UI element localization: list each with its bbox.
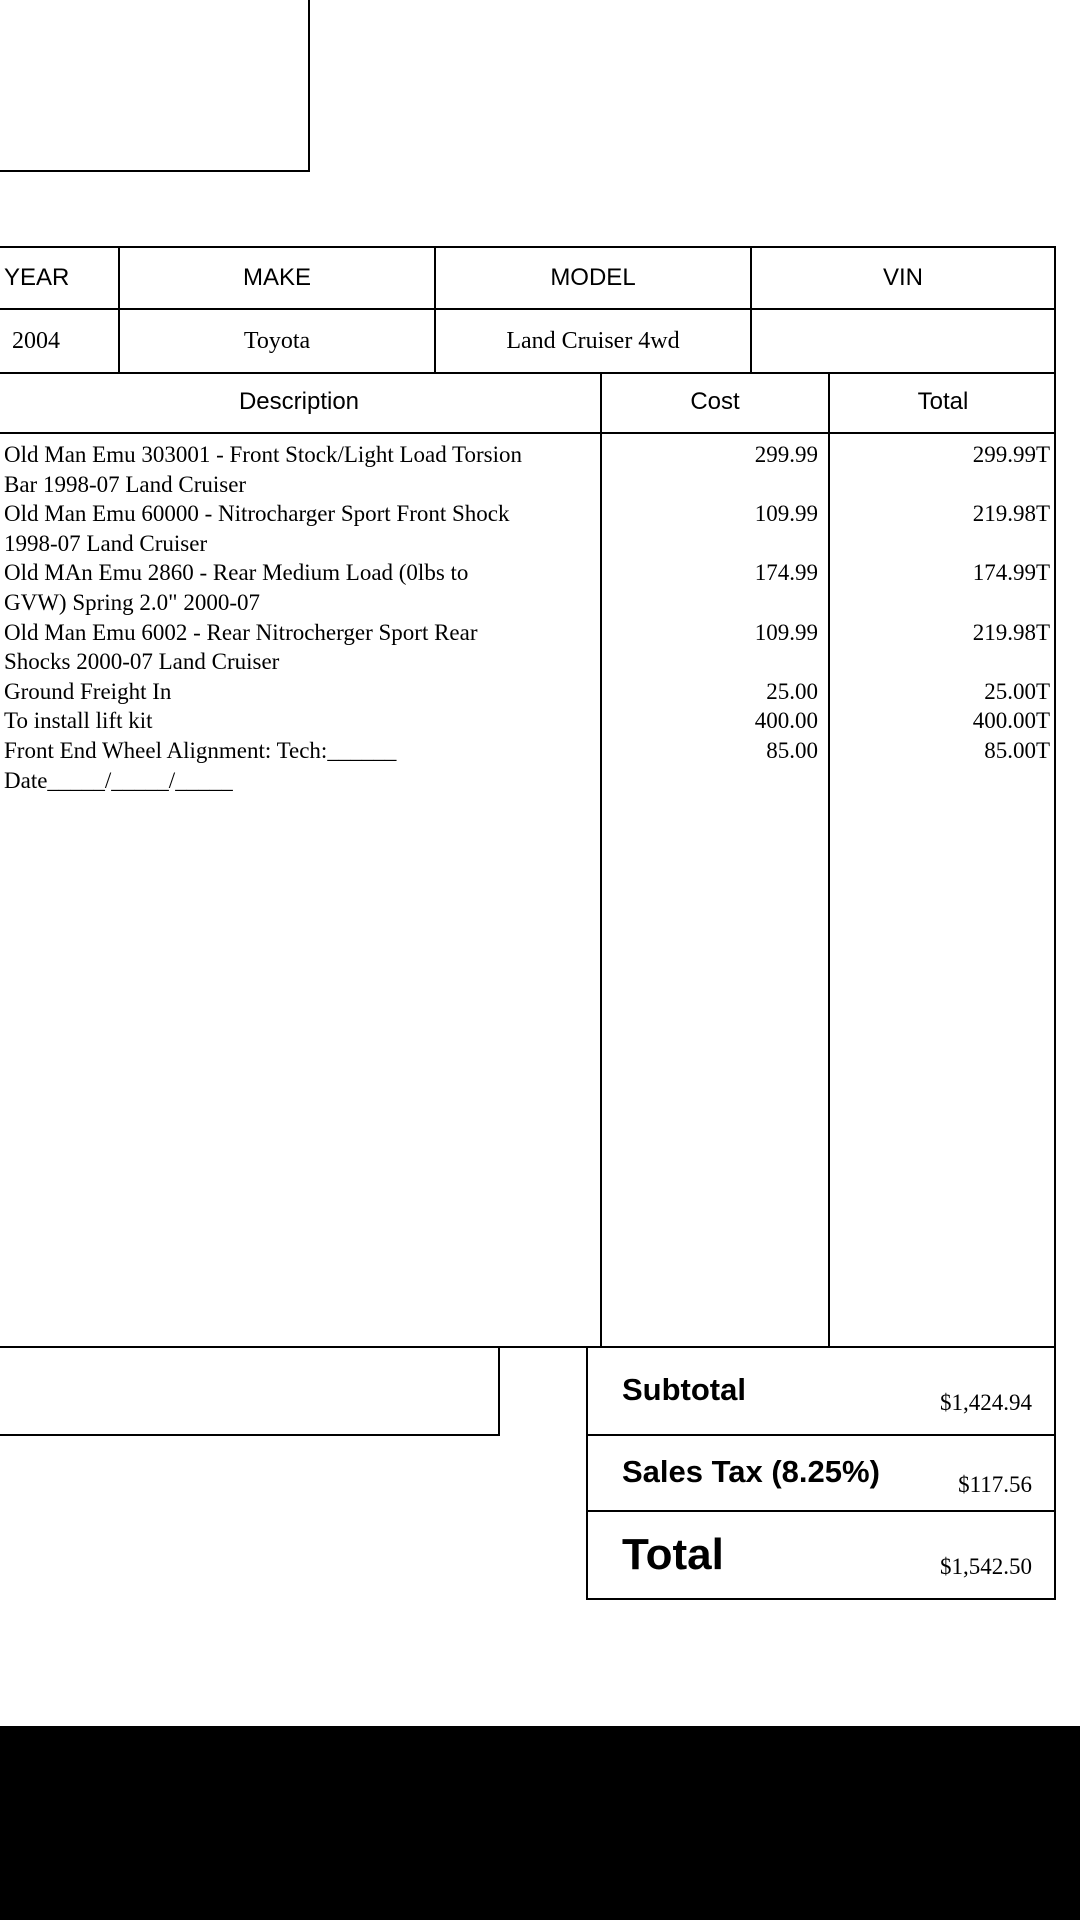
year-value: 2004 [12, 327, 60, 354]
line-item-description: Old Man Emu 6002 - Rear Nitrocherger Sport Rear Shocks 2000-07 Land Cruiser [4, 619, 478, 675]
line-item-cost: 299.99 [754, 442, 818, 467]
line-item-total: 25.00T [984, 678, 1050, 704]
vin-value [752, 310, 1054, 372]
line-item-description: Old MAn Emu 2860 - Rear Medium Load (0lbs to GVW) Spring 2.0" 2000-07 [4, 560, 469, 615]
line-items-table [0, 372, 1056, 1348]
line-item-total: 219.98T [972, 501, 1050, 527]
sales-tax-label: Sales Tax (8.25%) [622, 1454, 880, 1489]
total-label: Total [622, 1530, 724, 1579]
model-header: MODEL [550, 264, 636, 291]
line-item-description: Front End Wheel Alignment: Tech:______ Date_____/_____/_____ [4, 737, 397, 793]
total-row [586, 1510, 1056, 1600]
subtotal-value: $1,424.94 [940, 1390, 1032, 1415]
sales-tax-value: $117.56 [958, 1472, 1032, 1497]
line-item-total: 85.00T [984, 737, 1050, 763]
vin-header: VIN [882, 264, 923, 291]
total-value: $1,542.50 [940, 1554, 1032, 1579]
line-item-description: Ground Freight In [4, 678, 172, 704]
line-item-cost: 400.00 [754, 708, 818, 734]
model-value: Land Cruiser 4wd [506, 327, 680, 354]
year-header: YEAR [4, 264, 70, 291]
line-item-cost: 109.99 [754, 501, 818, 527]
make-header: MAKE [242, 264, 311, 291]
line-item-description: Old Man Emu 303001 - Front Stock/Light Load Torsion Bar 1998-07 Land Cruiser [4, 442, 522, 497]
line-item-total: 174.99T [972, 560, 1050, 586]
line-item-cost: 25.00 [766, 678, 818, 704]
header-box [0, 0, 310, 172]
line-item-cost: 174.99 [754, 560, 818, 586]
total-header: Total [917, 388, 969, 415]
subtotal-label: Subtotal [622, 1372, 746, 1407]
make-value: Toyota [243, 327, 311, 354]
sales-tax-row [586, 1434, 1056, 1512]
cost-header: Cost [690, 388, 740, 415]
notes-box [0, 1346, 500, 1436]
cost-column [598, 440, 818, 766]
line-item-total: 219.98T [972, 619, 1050, 645]
line-item-cost: 109.99 [754, 619, 818, 645]
line-item-total: 299.99T [972, 442, 1050, 467]
total-column [828, 440, 1050, 766]
line-item-description: To install lift kit [4, 708, 153, 734]
line-item-cost: 85.00 [766, 737, 818, 763]
bottom-black-bar [0, 1726, 1080, 1920]
line-item-description: Old Man Emu 60000 - Nitrocharger Sport Front Shock 1998-07 Land Cruiser [4, 501, 510, 556]
description-header: Description [238, 388, 360, 415]
vehicle-table [0, 246, 1056, 374]
subtotal-row [586, 1346, 1056, 1436]
line-item-total: 400.00T [972, 708, 1050, 734]
items-header-divider [0, 432, 1054, 434]
description-column [4, 440, 594, 795]
